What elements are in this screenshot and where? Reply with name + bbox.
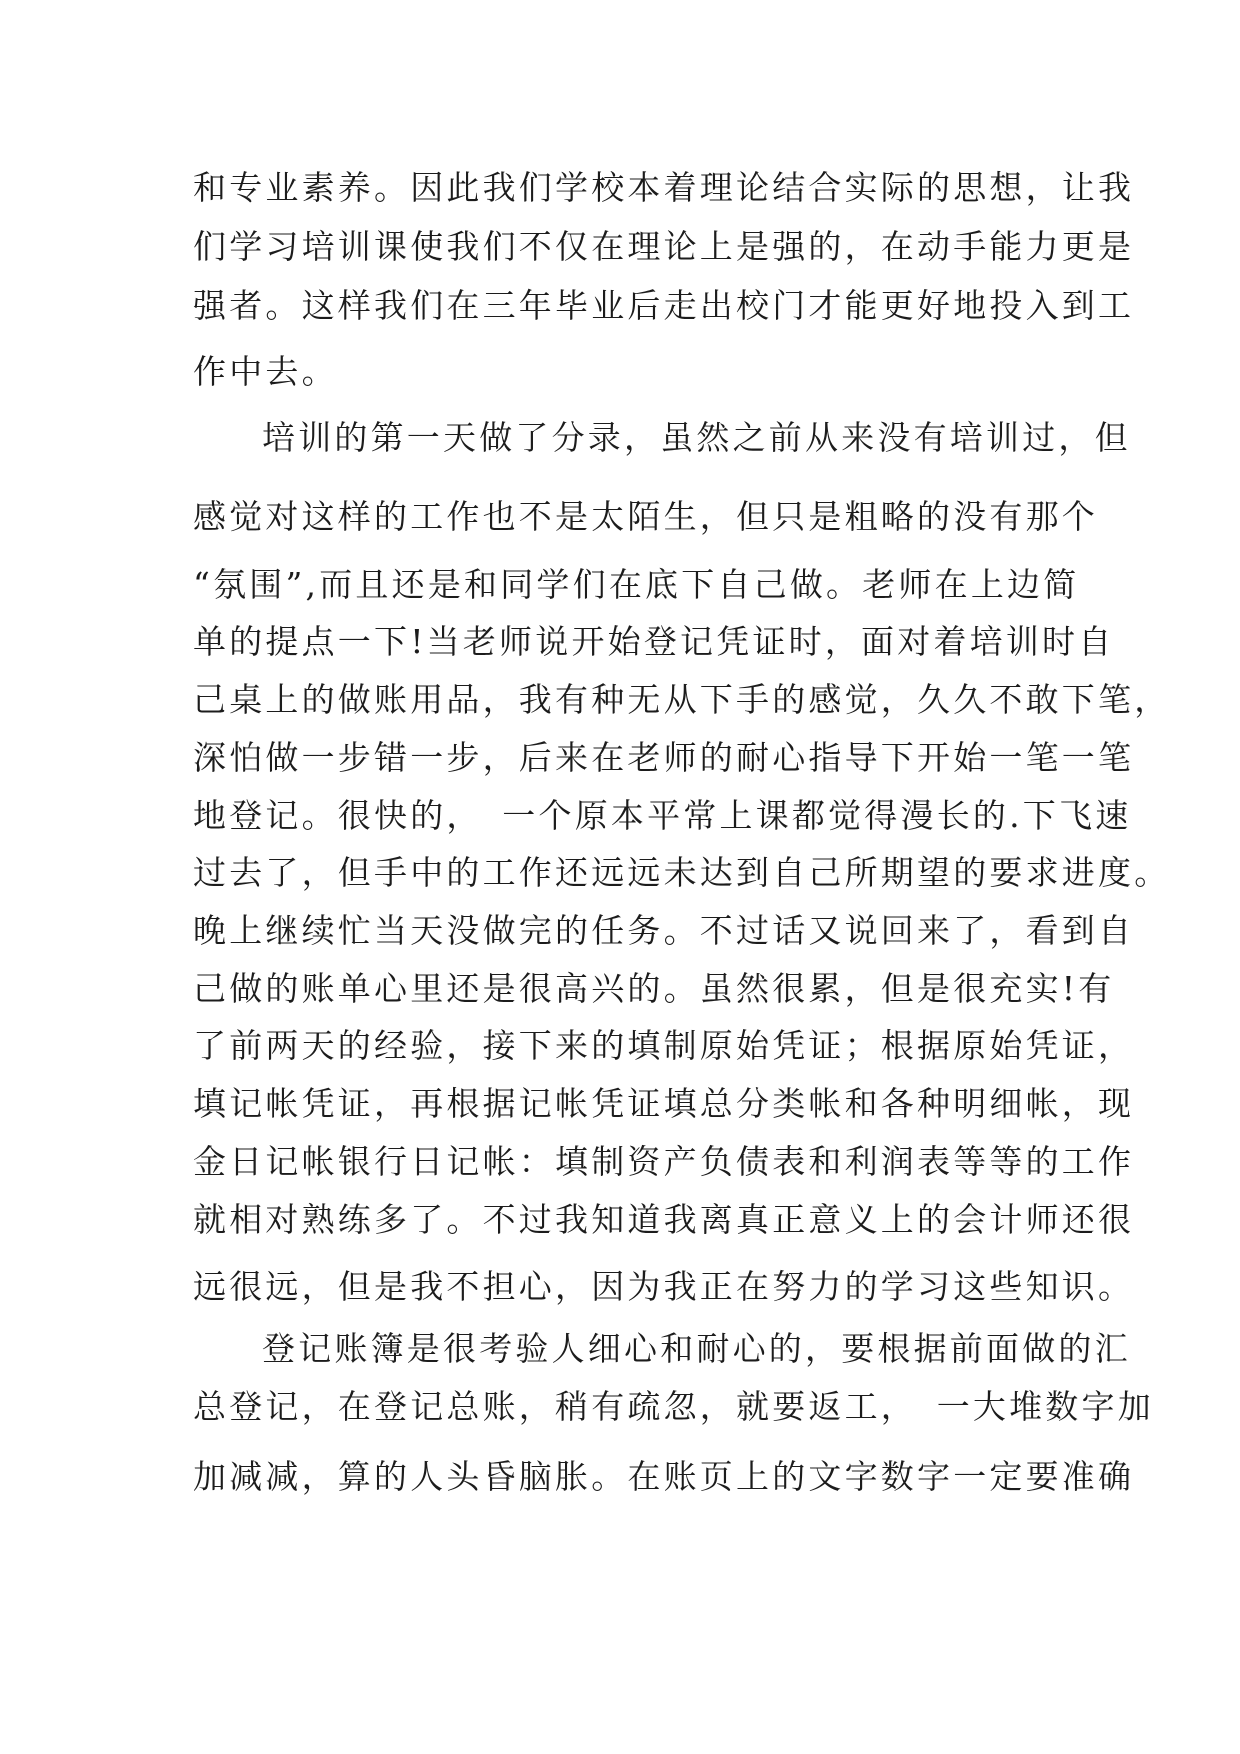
body-text-line: 金日记帐银行日记帐：填制资产负债表和利润表等等的工作 xyxy=(193,1142,1135,1181)
body-text-line: 远很远，但是我不担心，因为我正在努力的学习这些知识。 xyxy=(193,1267,1135,1306)
paragraph-start-line: 登记账簿是很考验人细心和耐心的，要根据前面做的汇 xyxy=(262,1329,1131,1368)
body-text-line: “氛围”,而且还是和同学们在底下自己做。老师在上边简 xyxy=(193,565,1080,604)
body-text-line: 过去了，但手中的工作还远远未达到自己所期望的要求进度。 xyxy=(193,853,1171,892)
body-text-line: 加减减，算的人头昏脑胀。在账页上的文字数字一定要准确 xyxy=(193,1457,1135,1496)
body-text-line: 了前两天的经验，接下来的填制原始凭证；根据原始凭证， xyxy=(193,1026,1135,1065)
body-text-line: 单的提点一下!当老师说开始登记凭证时，面对着培训时自 xyxy=(193,622,1115,661)
body-text-line: 填记帐凭证，再根据记帐凭证填总分类帐和各种明细帐，现 xyxy=(193,1084,1135,1123)
body-text-line: 深怕做一步错一步，后来在老师的耐心指导下开始一笔一笔 xyxy=(193,738,1135,777)
body-text-line: 己桌上的做账用品，我有种无从下手的感觉，久久不敢下笔， xyxy=(193,680,1171,719)
body-text-line: 地登记。很快的， 一个原本平常上课都觉得漫长的.下飞速 xyxy=(193,796,1132,835)
body-text-line: 己做的账单心里还是很高兴的。虽然很累，但是很充实!有 xyxy=(193,969,1115,1008)
body-text-line: 强者。这样我们在三年毕业后走出校门才能更好地投入到工 xyxy=(193,286,1135,325)
body-text-line: 就相对熟练多了。不过我知道我离真正意义上的会计师还很 xyxy=(193,1200,1135,1239)
body-text-line: 们学习培训课使我们不仅在理论上是强的，在动手能力更是 xyxy=(193,227,1135,266)
body-text-line: 和专业素养。因此我们学校本着理论结合实际的思想，让我 xyxy=(193,168,1135,207)
body-text-line: 总登记，在登记总账，稍有疏忽，就要返工， 一大堆数字加 xyxy=(193,1387,1154,1426)
body-text-line: 感觉对这样的工作也不是太陌生，但只是粗略的没有那个 xyxy=(193,497,1098,536)
body-text-line: 作中去。 xyxy=(193,352,338,391)
paragraph-start-line: 培训的第一天做了分录，虽然之前从来没有培训过，但 xyxy=(262,418,1131,457)
body-text-line: 晚上继续忙当天没做完的任务。不过话又说回来了，看到自 xyxy=(193,911,1135,950)
